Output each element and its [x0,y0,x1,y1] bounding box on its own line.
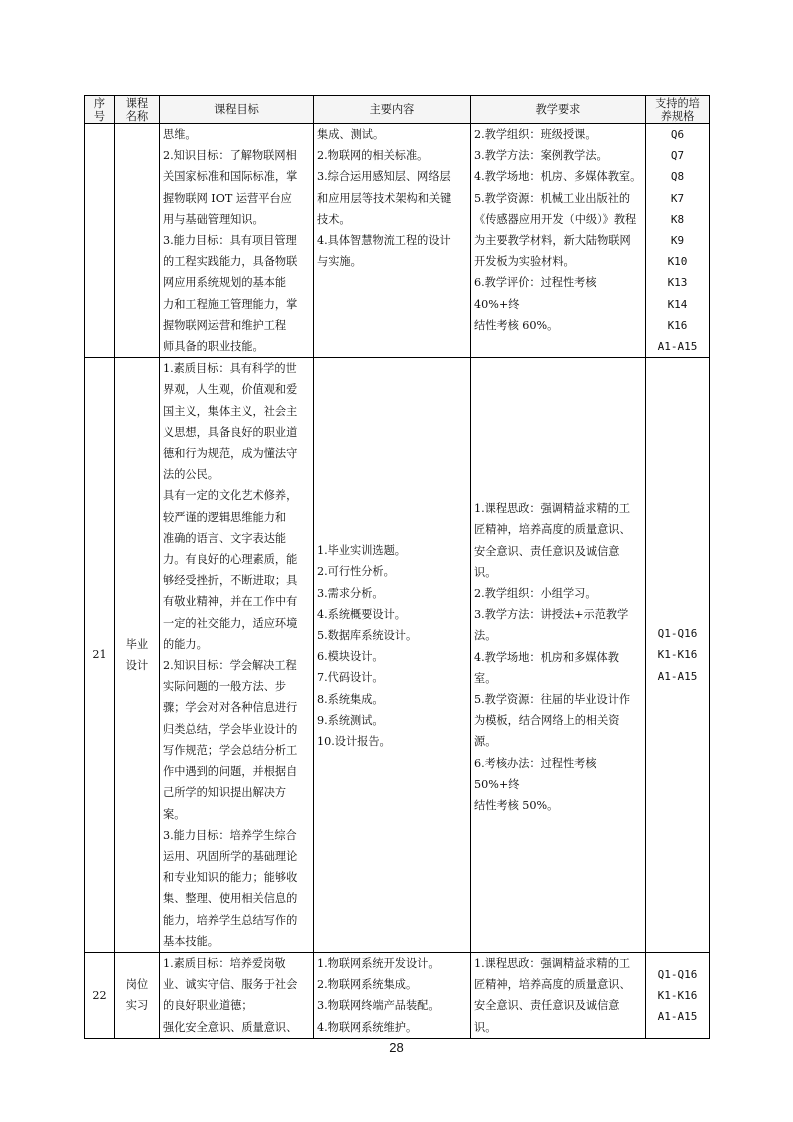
row-num [85,124,115,358]
row-course-goal: 思维。 2.知识目标：了解物联网相 关国家标准和国际标准，掌 握物联网 IOT 运营平台应 用与基础管理知识。 3.能力目标：具有项目管理 的工程实践能力，具备物联 网应用系统规划的基本能 力和工程施工管理能力，掌 握物联网运营和维护工程 师具备的职业技能。 [160,124,314,358]
table-row [85,952,710,1038]
course-table [84,95,710,1039]
table-row [85,124,710,358]
header-teaching-req: 教学要求 [471,96,646,124]
row-spec: Q1-Q16 K1-K16 A1-A15 [646,952,710,1038]
page-number: 28 [389,1040,404,1055]
header-main-content: 主要内容 [314,96,471,124]
row-course-goal: 1.素质目标：培养爱岗敬 业、诚实守信、服务于社会 的良好职业道德； 强化安全意识、质量意识、 [160,952,314,1038]
row-main-content: 1.毕业实训选题。 2.可行性分析。 3.需求分析。 4.系统概要设计。 5.数据库系统设计。 6.模块设计。 7.代码设计。 8.系统集成。 9.系统测试。 10.设计报告。 [314,358,471,953]
row-main-content: 1.物联网系统开发设计。 2.物联网系统集成。 3.物联网终端产品装配。 4.物联网系统维护。 [314,952,471,1038]
row-spec: Q1-Q16 K1-K16 A1-A15 [646,358,710,953]
row-num: 22 [85,952,115,1038]
row-teaching-req: 1.课程思政：强调精益求精的工 匠精神，培养高度的质量意识、 安全意识、责任意识及诚信意 识。 2.教学组织：小组学习。 3.教学方法：讲授法+示范教学 法。 4.教学场地：机房和多媒体教 室。 5.教学资源：往届的毕业设计作 为模板，结合网络上的相关资 源。 6.考核办法：过程性考核 50%+终 结性考核 50%。 [471,358,646,953]
row-spec: Q6 Q7 Q8 K7 K8 K9 K10 K13 K14 K16 A1-A15 [646,124,710,358]
row-main-content: 集成、测试。 2.物联网的相关标准。 3.综合运用感知层、网络层 和应用层等技术架构和关键 技术。 4.具体智慧物流工程的设计 与实施。 [314,124,471,358]
header-num: 序 号 [85,96,115,124]
header-row [85,96,710,124]
row-course-name [115,124,160,358]
row-teaching-req: 2.教学组织：班级授课。 3.教学方法：案例教学法。 4.教学场地：机房、多媒体教室。 5.教学资源：机械工业出版社的 《传感器应用开发（中级）》教程 为主要教学材料，新大陆物联网 开发板为实验材料。 6.教学评价：过程性考核 40%+终 结性考核 60%。 [471,124,646,358]
row-course-goal: 1.素质目标：具有科学的世 界观，人生观，价值观和爱 国主义，集体主义，社会主 义思想，具备良好的职业道 德和行为规范，成为懂法守 法的公民。 具有一定的文化艺术修养， 较严谨的逻辑思维能力和 准确的语言、文字表达能 力。有良好的心理素质，能 够经受挫折，不断进取；具 有敬业精神，并在工作中有 一定的社交能力，适应环境 的能力。 2.知识目标：学会解决工程 实际问题的一般方法、步 骤；学会对对各种信息进行 归类总结，学会毕业设计的 写作规范；学会总结分析工 作中遇到的问题，并根据自 己所学的知识提出解决方 案。 3.能力目标：培养学生综合 运用、巩固所学的基础理论 和专业知识的能力；能够收 集、整理、使用相关信息的 能力，培养学生总结写作的 基本技能。 [160,358,314,953]
row-course-name: 毕业 设计 [115,358,160,953]
row-course-name: 岗位 实习 [115,952,160,1038]
header-course-name: 课程 名称 [115,96,160,124]
row-teaching-req: 1.课程思政：强调精益求精的工 匠精神，培养高度的质量意识、 安全意识、责任意识及诚信意 识。 [471,952,646,1038]
table-row [85,358,710,953]
header-spec: 支持的培 养规格 [646,96,710,124]
header-course-goal: 课程目标 [160,96,314,124]
row-num: 21 [85,358,115,953]
